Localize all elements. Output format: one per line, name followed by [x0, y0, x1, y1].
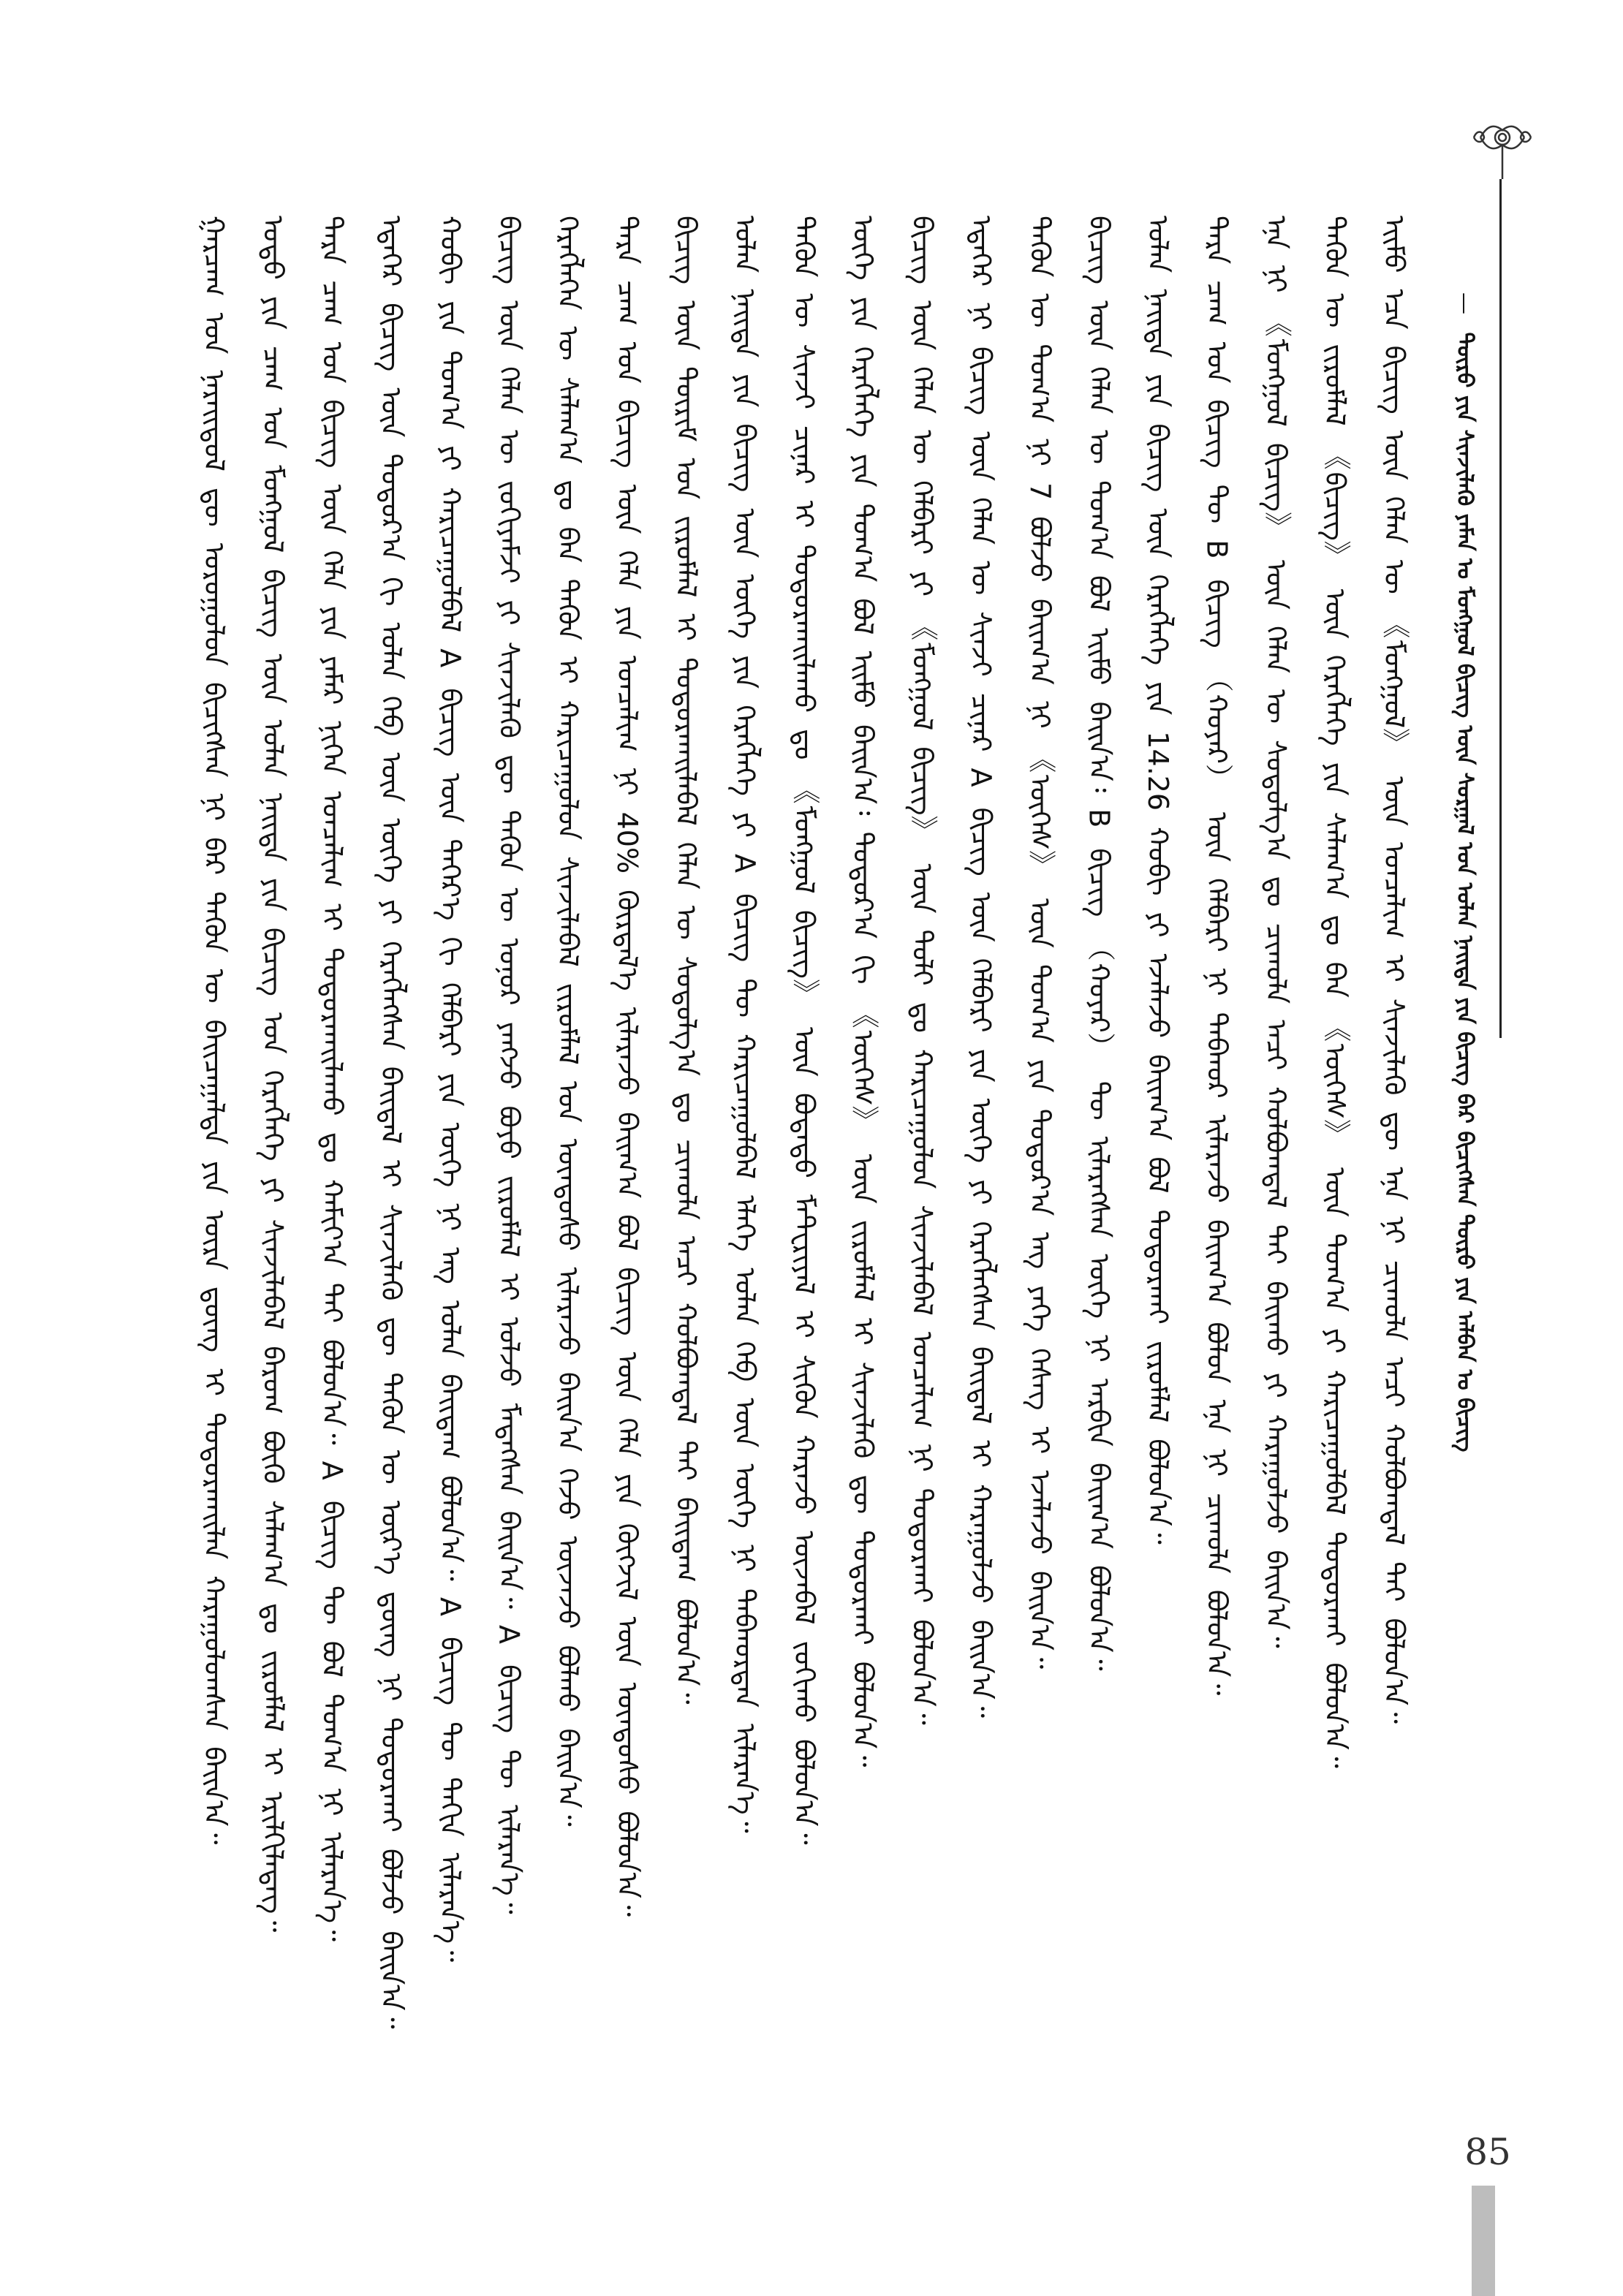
running-header-title: ᠲᠥᠷᠥ ᠶᠢᠨ ᠰᠢᠨᠵᠢᠯᠡᠬᠦ ᠶᠠᠮᠠᠨ ᠤ ᠮᠣᠩᠭᠣᠯ ᠪᠢᠴᠢᠭ ᠦᠨ ᠰᠤᠷᠭᠠᠯ ᠤᠨ ᠣᠯᠠᠨ ᠨᠡᠢᠲᠡ ᠶᠢᠨ ᠪᠢᠴᠢᠭ ᠪᠠᠷ ᠪᠢᠴᠢᠭᠰᠡᠨ ᠲᠥᠷᠥ ᠶᠢᠨ ᠠᠯᠪᠠᠨ ᠤ ᠪᠢᠴᠢᠭ — [1452, 332, 1478, 1452]
text-line: ᠭᠠᠷᠴᠠᠭ ᠤᠨ ᠨᠡᠷᠡᠢᠳᠦᠯ ᠳᠦ ᠤᠷᠤᠭᠤᠯᠤᠨ ᠪᠢᠴᠢᠭᠰᠡᠨ ᠨᠢ ᠪᠡᠷ ᠲᠡᠭᠦᠨ ᠦ ᠪᠠᠢᠴᠠᠭᠠᠯᠲᠠ ᠶᠢᠨ ᠦᠷᠡ ᠳ᠋ᠦᠩ ᠢ ᠲᠣᠳᠣᠷᠬᠠᠢᠯᠠᠨ ᠬᠠᠷᠠᠭᠤᠯᠤᠭᠰᠠᠨ ᠪᠠᠢᠨ᠎ᠠ᠃ — [198, 216, 230, 1845]
text-line: ᠡᠢᠮᠦ ᠡᠴᠡ ᠪᠢᠴᠢᠭ ᠦᠨ ᠬᠡᠯᠡᠨ ᠦ 《ᠮᠣᠩᠭᠣᠯ》 ᠦᠨ ᠣᠨᠴᠠᠯᠢᠭ ᠢ ᠰᠢᠨᠵᠢᠯᠡᠬᠦ ᠳᠦ ᠡᠨᠡ ᠨᠢ ᠴᠢᠬᠤᠯᠠ ᠠᠴᠢ ᠬᠣᠯᠪᠣᠭᠳᠠᠯ ᠲᠠᠢ ᠪᠣᠯᠤᠨ᠎ᠠ᠃ — [1377, 216, 1410, 1724]
text-line: ᠪᠢᠴᠢᠭ ᠦᠨ ᠬᠡᠯᠡᠨ ᠦ ᠬᠡᠯᠪᠡᠷᠢ ᠶᠢ 《ᠮᠣᠩᠭᠣᠯ ᠪᠢᠴᠢᠭ》 ᠦᠨ ᠲᠣᠯᠢ ᠳᠤ ᠬᠠᠷᠢᠴᠠᠭᠤᠯᠤᠨ ᠰᠢᠨᠵᠢᠯᠡᠪᠡᠯ ᠣᠨᠴᠠᠯᠢᠭ ᠨᠢ ᠲᠣᠳᠣᠷᠬᠠᠢ ᠪᠣᠯᠤᠨ᠎ᠠ᠃ — [906, 216, 939, 1725]
header-dash: — — [1452, 292, 1478, 314]
text-line: ᠲᠡᠭᠦᠨ ᠦ ᠵᠢᠷᠤᠮᠯᠠᠯ 《ᠪᠢᠴᠢᠭ》 ᠦᠨ ᠬᠡᠷᠡᠭᠯᠡᠭᠡ ᠶᠢᠨ ᠰᠠᠯᠠᠭ᠎ᠠ ᠳᠤ ᠪᠡᠨ 《ᠦᠭᠡᠰ》 ᠦᠨ ᠲᠣᠭ᠎ᠠ ᠶᠢ ᠬᠠᠷᠢᠴᠠᠭᠤᠯᠪᠠᠯ ᠲᠣᠳᠣᠷᠬᠠᠢ ᠪᠣᠯᠤᠨ᠎ᠠ᠃ — [1319, 216, 1352, 1768]
text-line: ᠲᠡᠷᠡ ᠴᠠᠭ ᠤᠨ ᠪᠢᠴᠢᠭ ᠦᠨ ᠬᠡᠯᠡ ᠶᠢᠨ ᠶᠠᠮᠠᠷ ᠨᠢᠭᠡᠨ ᠣᠨᠴᠠᠯᠢᠭ ᠢ ᠲᠣᠳᠣᠷᠬᠠᠢᠯᠠᠬᠤ ᠳᠤ ᠬᠠᠮᠢᠶ᠎ᠠ ᠲᠠᠢ ᠪᠣᠯᠤᠨ᠎ᠠ᠃ A ᠪᠢᠴᠢᠭ ᠲᠦ ᠪᠣᠯ ᠲᠣᠭ᠎ᠠ ᠨᠢ ᠢᠯᠡᠷᠡᠨ᠎ᠡ᠃ — [316, 216, 349, 1942]
text-line: ᠦᠭᠡ ᠶᠢᠨ ᠬᠡᠷᠡᠭᠯᠡᠭᠡ ᠶᠢᠨ ᠲᠣᠭ᠎ᠠ ᠪᠣᠯ ᠡᠢᠮᠦ ᠪᠠᠢᠨ᠎ᠠ᠄ ᠳᠣᠲᠣᠷ᠎ᠠ ᠬᠢ 《ᠦᠭᠡᠰ》 ᠦᠨ ᠵᠢᠷᠤᠮᠯᠠᠯ ᠢ ᠰᠢᠨᠵᠢᠯᠡᠬᠦ ᠳᠦ ᠲᠣᠳᠣᠷᠬᠠᠢ ᠪᠣᠯᠤᠨ᠎ᠠ᠃ — [847, 216, 879, 1768]
text-line: ᠪᠢᠴᠢᠭ ᠦᠨ ᠬᠡᠯᠡᠨ ᠦ ᠲᠣᠭ᠎ᠠ ᠪᠣᠯ ᠡᠢᠮᠦ ᠪᠠᠢᠨ᠎ᠠ᠄ B ᠪᠢᠴᠢᠭ （ᠬᠣᠶᠠᠷ） ᠲᠦ ᠢᠯᠡᠷᠡᠭᠰᠡᠨ ᠦᠭᠡ ᠨᠢ ᠠᠷᠪᠢᠨ ᠪᠠᠢᠭ᠎ᠠ ᠪᠣᠯᠤᠨ᠎ᠠ᠃ — [1083, 216, 1116, 1671]
page-edge-tab — [1472, 2186, 1495, 2296]
text-line: ᠪᠢᠴᠢᠭ ᠦᠨ ᠬᠡᠯᠡᠨ ᠦ ᠵᠣᠬᠢᠶᠠᠮᠵᠢ ᠶᠢ ᠰᠢᠨᠵᠢᠯᠡᠬᠦ ᠳᠦ ᠲᠡᠭᠦᠨ ᠦ ᠤᠨᠤᠷ ᠶᠠᠩᠵᠤ ᠪᠤᠶᠤ ᠵᠢᠷᠤᠮᠯᠠᠯ ᠢ ᠣᠯᠵᠤ ᠮᠡᠳᠡᠭᠰᠡᠨ ᠪᠠᠢᠨ᠎ᠠ᠃ A ᠪᠢᠴᠢᠭ ᠲᠦ ᠢᠯᠡᠷᠡᠨ᠎ᠡ᠃ — [493, 216, 526, 1914]
text-line: ᠬᠤᠪᠢ ᠶᠢᠨ ᠲᠣᠭ᠎ᠠ ᠶᠢ ᠬᠠᠷᠢᠴᠠᠭᠤᠯᠪᠠᠯ A ᠪᠢᠴᠢᠭ ᠦᠨ ᠳᠡᠭᠡᠷ᠎ᠡ ᠬᠢ ᠬᠡᠯᠪᠡᠷᠢ ᠶᠢᠨ ᠦᠭᠡ ᠨᠢ ᠡᠩ ᠤᠯᠠᠨ ᠪᠠᠢᠳᠠᠭ ᠪᠣᠯᠤᠨ᠎ᠠ᠃ A ᠪᠢᠴᠢᠭ ᠲᠦ ᠳᠠᠬᠢᠨ ᠢᠯᠡᠷᠡᠨ᠎ᠡ᠃ — [434, 216, 466, 1963]
text-line: ᠣᠯᠠᠨ ᠨᠡᠢᠲᠡ ᠶᠢᠨ ᠪᠢᠴᠢᠭ ᠦᠨ ᠬᠡᠷᠡᠭᠯᠡᠭᠡ ᠶᠢᠨ 14.26 ᠬᠤᠪᠢ ᠶᠢ ᠡᠵᠡᠯᠡᠵᠦ ᠪᠠᠢᠭ᠎ᠠ ᠪᠣᠯ ᠲᠣᠳᠣᠷᠬᠠᠢ ᠵᠢᠷᠤᠮᠯᠠᠯ ᠪᠣᠯᠤᠨ᠎ᠠ᠃ — [1142, 216, 1174, 1545]
running-header — [1439, 292, 1490, 1535]
header-ornament-icon — [1469, 117, 1535, 183]
text-line: ᠡᠳᠡᠭᠡᠷ ᠪᠢᠴᠢᠭ ᠦᠨ ᠳᠣᠲᠣᠷ᠎ᠠ ᠬᠢ ᠣᠯᠠᠨ ᠬᠡᠪ ᠦᠨ ᠦᠭᠡ ᠶᠢ ᠬᠡᠷᠡᠭᠯᠡᠭᠰᠡᠨ ᠪᠠᠢᠳᠠᠯ ᠢ ᠰᠢᠨᠵᠢᠯᠡᠬᠦ ᠳᠦ ᠲᠡᠭᠦᠨ ᠦ ᠦᠷ᠎ᠡ ᠳ᠋ᠦᠩ ᠨᠢ ᠲᠣᠳᠣᠷᠬᠠᠢ ᠪᠣᠯᠵᠤ ᠪᠠᠢᠨ᠎ᠠ᠃ — [375, 216, 408, 2029]
text-line: ᠣᠯᠠᠨ ᠨᠡᠢᠲᠡ ᠶᠢᠨ ᠪᠢᠴᠢᠭ ᠦᠨ ᠦᠭᠡ ᠶᠢᠨ ᠬᠡᠷᠡᠭᠯᠡᠭᠡ ᠶᠢ A ᠪᠢᠴᠢᠭ ᠲᠦ ᠬᠠᠷᠢᠴᠠᠭᠤᠯᠪᠠᠯ ᠡᠯᠡᠭᠡ ᠣᠯᠠᠨ ᠬᠡᠪ ᠦᠨ ᠦᠭᠡ ᠨᠢ ᠳᠠᠪᠬᠤᠷᠳᠠᠨ ᠢᠯᠡᠷᠡᠨ᠎ᠡ᠃ — [729, 216, 762, 1833]
header-rule — [1499, 179, 1502, 1038]
text-line: ᠡᠨᠡ ᠨᠢ 《ᠮᠣᠩᠭᠣᠯ ᠪᠢᠴᠢᠭ》 ᠦᠨ ᠬᠡᠯᠡᠨ ᠦ ᠰᠤᠳᠤᠯᠭ᠎ᠠ ᠳᠤ ᠴᠢᠬᠤᠯᠠ ᠠᠴᠢ ᠬᠣᠯᠪᠣᠭᠳᠠᠯ ᠲᠠᠢ ᠪᠠᠢᠬᠤ ᠶᠢ ᠬᠠᠷᠠᠭᠤᠯᠵᠤ ᠪᠠᠢᠨ᠎ᠠ᠃ — [1260, 216, 1293, 1648]
text-line: ᠣᠳᠣ ᠶᠢᠨ ᠴᠠᠭ ᠤᠨ ᠮᠣᠩᠭᠣᠯ ᠪᠢᠴᠢᠭ ᠦᠨ ᠣᠯᠠᠨ ᠨᠡᠢᠲᠡ ᠶᠢᠨ ᠪᠢᠴᠢᠭ ᠤᠨ ᠬᠡᠷᠡᠭᠯᠡᠭᠡ ᠶᠢ ᠰᠢᠨᠵᠢᠯᠡᠪᠡᠯ ᠪᠠᠷᠤᠭ ᠪᠦᠬᠦ ᠰᠠᠯᠠᠭ᠎ᠠ ᠳᠤ ᠵᠢᠷᠤᠮᠯᠠᠯ ᠢ ᠡᠷᠢᠯᠬᠢᠯᠡᠳᠡᠭ᠃ — [257, 216, 290, 1933]
text-line: ᠡᠳᠡᠭᠡᠷ ᠨᠢ ᠪᠢᠴᠢᠭ ᠦᠨ ᠬᠡᠯᠡᠨ ᠦ ᠰᠢᠨᠵᠢ ᠴᠢᠨᠠᠷ A ᠪᠢᠴᠢᠭ ᠦᠨ ᠬᠡᠯᠪᠡᠷᠢ ᠶᠢᠨ ᠦᠭᠡ ᠶᠢ ᠬᠡᠷᠡᠭᠯᠡᠭᠰᠡᠨ ᠪᠠᠢᠳᠠᠯ ᠢ ᠬᠠᠷᠠᠭᠤᠯᠵᠤ ᠪᠠᠢᠨ᠎ᠠ᠃ — [964, 216, 997, 1718]
text-line: ᠲᠡᠭᠦᠨ ᠦ ᠲᠣᠭ᠎ᠠ ᠨᠢ 7 ᠪᠣᠯᠵᠤ ᠪᠠᠢᠭ᠎ᠠ ᠨᠢ 《ᠦᠭᠡᠰ》 ᠦᠨ ᠲᠣᠭ᠎ᠠ ᠶᠢᠨ ᠳᠣᠲᠣᠷ᠎ᠠ ᠡᠩ ᠶᠡᠬᠡ ᠬᠡᠰᠡᠭ ᠢ ᠡᠵᠡᠯᠡᠵᠦ ᠪᠠᠢᠨ᠎ᠠ᠃ — [1024, 216, 1056, 1670]
text-line: ᠲᠡᠷᠡ ᠴᠠᠭ ᠤᠨ ᠪᠢᠴᠢᠭ ᠲᠦ B ᠪᠢᠴᠢᠭ （ᠬᠣᠶᠠᠷ） ᠦᠨ ᠬᠡᠯᠪᠡᠷᠢ ᠨᠢ ᠳᠠᠪᠬᠤᠷ ᠢᠯᠡᠷᠡᠵᠦ ᠪᠠᠢᠭ᠎ᠠ ᠪᠣᠯᠤᠨ ᠡᠨᠡ ᠨᠢ ᠴᠢᠬᠤᠯᠠ ᠪᠣᠯᠤᠨ᠎ᠠ᠃ — [1200, 216, 1233, 1696]
text-line: ᠪᠢᠴᠢᠭ ᠦᠨ ᠳᠦᠷᠢᠮ ᠤᠨ ᠵᠢᠷᠤᠮᠯᠠᠯ ᠢ ᠲᠣᠳᠣᠷᠬᠠᠢᠯᠠᠪᠠᠯ ᠬᠡᠯᠡᠨ ᠦ ᠰᠤᠳᠤᠯᠭ᠎ᠠ ᠳᠤ ᠴᠢᠬᠤᠯᠠ ᠠᠴᠢ ᠬᠣᠯᠪᠣᠭᠳᠠᠯ ᠲᠠᠢ ᠪᠠᠢᠳᠠᠭ ᠪᠣᠯᠤᠨ᠎ᠠ᠃ — [670, 216, 703, 1705]
text-line: ᠲᠡᠭᠦᠨ ᠦ ᠰᠢᠨᠵᠢ ᠴᠢᠨᠠᠷ ᠢ ᠲᠣᠳᠣᠷᠬᠠᠢᠯᠠᠬᠤ ᠳᠤ 《ᠮᠣᠩᠭᠣᠯ ᠪᠢᠴᠢᠭ》 ᠦᠨ ᠪᠣᠳᠠᠲᠤ ᠮᠠᠲ᠋ᠧᠷᠢᠶᠠᠯ ᠢ ᠰᠢᠭᠦᠨ ᠬᠠᠷᠠᠵᠤ ᠦᠵᠡᠪᠡᠯ ᠵᠣᠬᠢᠬᠤ ᠪᠣᠯᠤᠨ᠎ᠠ᠃ — [787, 216, 820, 1845]
page-number: 85 — [1464, 2131, 1511, 2173]
text-line: ᠲᠡᠷᠡ ᠴᠠᠭ ᠤᠨ ᠪᠢᠴᠢᠭ ᠦᠨ ᠬᠡᠯᠡ ᠶᠢᠨ ᠣᠨᠴᠠᠯᠢᠭ ᠨᠢ 40% ᠬᠦᠷᠲᠡᠯ᠎ᠡ ᠢᠯᠡᠷᠡᠵᠦ ᠪᠠᠢᠭ᠎ᠠ ᠪᠣᠯ ᠪᠢᠴᠢᠭ ᠦᠨ ᠬᠡᠯᠡ ᠶᠢᠨ ᠬᠥᠭᠵᠢᠯ ᠦᠨ ᠦᠨᠳᠦᠰᠦ ᠪᠣᠯᠤᠨ᠎ᠠ᠃ — [610, 216, 643, 1917]
text-line: ᠬᠡᠷᠡᠭᠯᠡᠭᠡᠨ ᠦ ᠰᠠᠯᠠᠭ᠎ᠠ ᠳᠤ ᠪᠡᠨ ᠲᠡᠭᠦᠨ ᠢ ᠬᠠᠷᠢᠴᠠᠭᠤᠯᠤᠨ ᠰᠢᠨᠵᠢᠯᠡᠪᠡᠯ ᠵᠢᠷᠤᠮᠯᠠᠯ ᠤᠨ ᠦᠨᠳᠦᠰᠦ ᠢᠯᠡᠷᠡᠵᠦ ᠪᠠᠢᠨ᠎ᠠ ᠭᠡᠵᠦ ᠦᠵᠡᠵᠦ ᠪᠣᠯᠬᠤ ᠪᠠᠢᠨ᠎ᠠ᠃ — [552, 216, 585, 1827]
body-text — [194, 216, 1415, 2167]
